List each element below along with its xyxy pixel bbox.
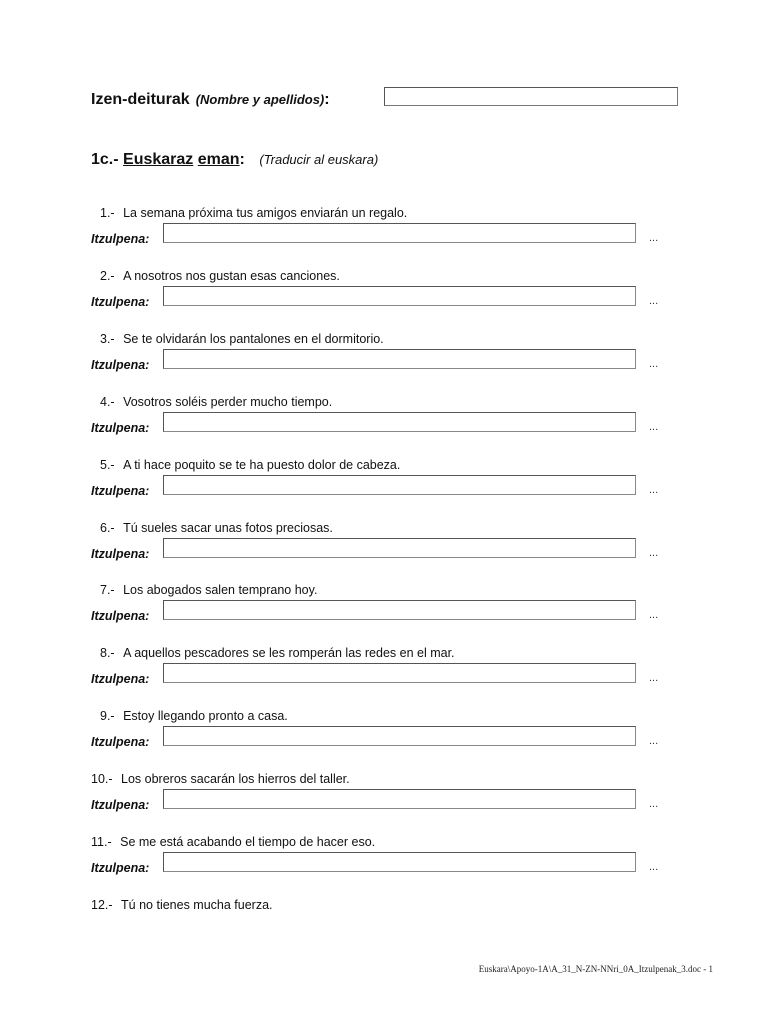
answer-field[interactable] [163, 538, 636, 558]
ellipsis-mark: ... [649, 861, 659, 873]
exercise-number: 5.- [100, 457, 115, 472]
exercise-text: Los obreros sacarán los hierros del taller. [121, 772, 350, 787]
exercise-text: Tú no tienes mucha fuerza. [121, 897, 273, 912]
exercise-number: 12.- [91, 897, 113, 912]
exercise-sentence [100, 458, 400, 472]
ellipsis-mark: ... [649, 609, 659, 622]
exercise-text: Se me está acabando el tiempo de hacer eso. [120, 835, 376, 849]
exercise-text: A ti hace poquito se te ha puesto dolor de cabeza. [123, 457, 401, 472]
answer-field[interactable] [163, 852, 636, 872]
exercise-number: 6.- [100, 520, 115, 535]
exercise-text: Estoy llegando pronto a casa. [123, 709, 288, 724]
answer-label: Itzulpena: [91, 420, 150, 435]
section-title: 1c.- Euskaraz eman: (Traducir al euskara) [91, 151, 379, 168]
answer-label: Itzulpena: [91, 798, 150, 813]
ellipsis-mark: ... [649, 798, 659, 811]
answer-field[interactable] [163, 663, 636, 683]
name-label: Izen-deiturak (Nombre y apellidos): [91, 91, 330, 108]
answer-label: Itzulpena: [91, 735, 150, 750]
exercise-item [0, 395, 768, 443]
exercise-text: La semana próxima tus amigos enviarán un regalo. [123, 206, 408, 220]
exercise-item [0, 458, 768, 506]
answer-field[interactable] [163, 789, 636, 809]
answer-label: Itzulpena: [91, 546, 150, 561]
ellipsis-mark: ... [649, 232, 659, 244]
exercise-item [0, 332, 768, 380]
exercise-item [0, 206, 768, 254]
exercise-text: Se te olvidarán los pantalones en el dormitorio. [123, 331, 384, 346]
exercise-number: 8.- [100, 646, 115, 661]
answer-label: Itzulpena: [91, 232, 150, 246]
exercise-text: A nosotros nos gustan esas canciones. [123, 268, 340, 283]
ellipsis-mark: ... [649, 420, 659, 433]
exercise-sentence [100, 521, 333, 535]
exercise-number: 3.- [100, 331, 115, 346]
name-sublabel: (Nombre y apellidos) [195, 92, 325, 107]
answer-field[interactable] [163, 412, 636, 432]
exercise-text: A aquellos pescadores se les romperán las redes en el mar. [123, 646, 455, 661]
exercise-sentence [100, 332, 384, 346]
answer-label: Itzulpena: [91, 483, 150, 498]
exercise-sentence [100, 395, 332, 409]
ellipsis-mark: ... [649, 546, 659, 559]
ellipsis-mark: ... [649, 672, 659, 685]
ellipsis-mark: ... [649, 735, 659, 748]
answer-field[interactable] [163, 223, 636, 243]
exercise-sentence [100, 709, 288, 723]
answer-field[interactable] [163, 286, 636, 306]
exercise-sentence [100, 583, 317, 597]
answer-field[interactable] [163, 349, 636, 369]
exercise-item [0, 646, 768, 694]
section-hint: (Traducir al euskara) [259, 152, 379, 167]
exercise-item [0, 269, 768, 317]
exercise-sentence [91, 835, 375, 849]
exercise-sentence [100, 269, 340, 283]
exercise-text: Los abogados salen temprano hoy. [123, 583, 318, 598]
answer-field[interactable] [163, 600, 636, 620]
ellipsis-mark: ... [649, 357, 659, 370]
ellipsis-mark: ... [649, 483, 659, 496]
answer-field[interactable] [163, 475, 636, 495]
exercise-item [0, 709, 768, 757]
exercise-text: Tú sueles sacar unas fotos preciosas. [123, 520, 333, 535]
exercise-number: 1.- [100, 206, 115, 220]
exercise-sentence [100, 206, 407, 220]
exercise-item [0, 835, 768, 883]
exercise-item [0, 772, 768, 820]
answer-label: Itzulpena: [91, 672, 150, 687]
exercise-text: Vosotros soléis perder mucho tiempo. [123, 394, 333, 409]
answer-label: Itzulpena: [91, 861, 150, 875]
exercise-number: 11.- [91, 835, 112, 849]
exercise-number: 10.- [91, 772, 113, 787]
answer-label: Itzulpena: [91, 609, 150, 624]
ellipsis-mark: ... [649, 294, 659, 307]
answer-field[interactable] [163, 726, 636, 746]
exercise-number: 7.- [100, 583, 115, 598]
exercise-number: 2.- [100, 268, 115, 283]
exercise-sentence [91, 898, 273, 912]
name-field[interactable] [384, 87, 678, 106]
exercise-number: 4.- [100, 394, 115, 409]
exercise-number: 9.- [100, 709, 115, 724]
exercise-item [0, 521, 768, 569]
exercise-item [0, 583, 768, 631]
exercise-item [0, 898, 768, 946]
answer-label: Itzulpena: [91, 294, 150, 309]
page-footer: Euskara\Apoyo-1A\A_31_N-ZN-NNri_0A_Itzulpenak_3.doc - 1 [478, 964, 713, 974]
exercise-sentence [91, 772, 350, 786]
answer-label: Itzulpena: [91, 357, 150, 372]
exercise-sentence [100, 646, 455, 660]
name-row [91, 87, 691, 111]
